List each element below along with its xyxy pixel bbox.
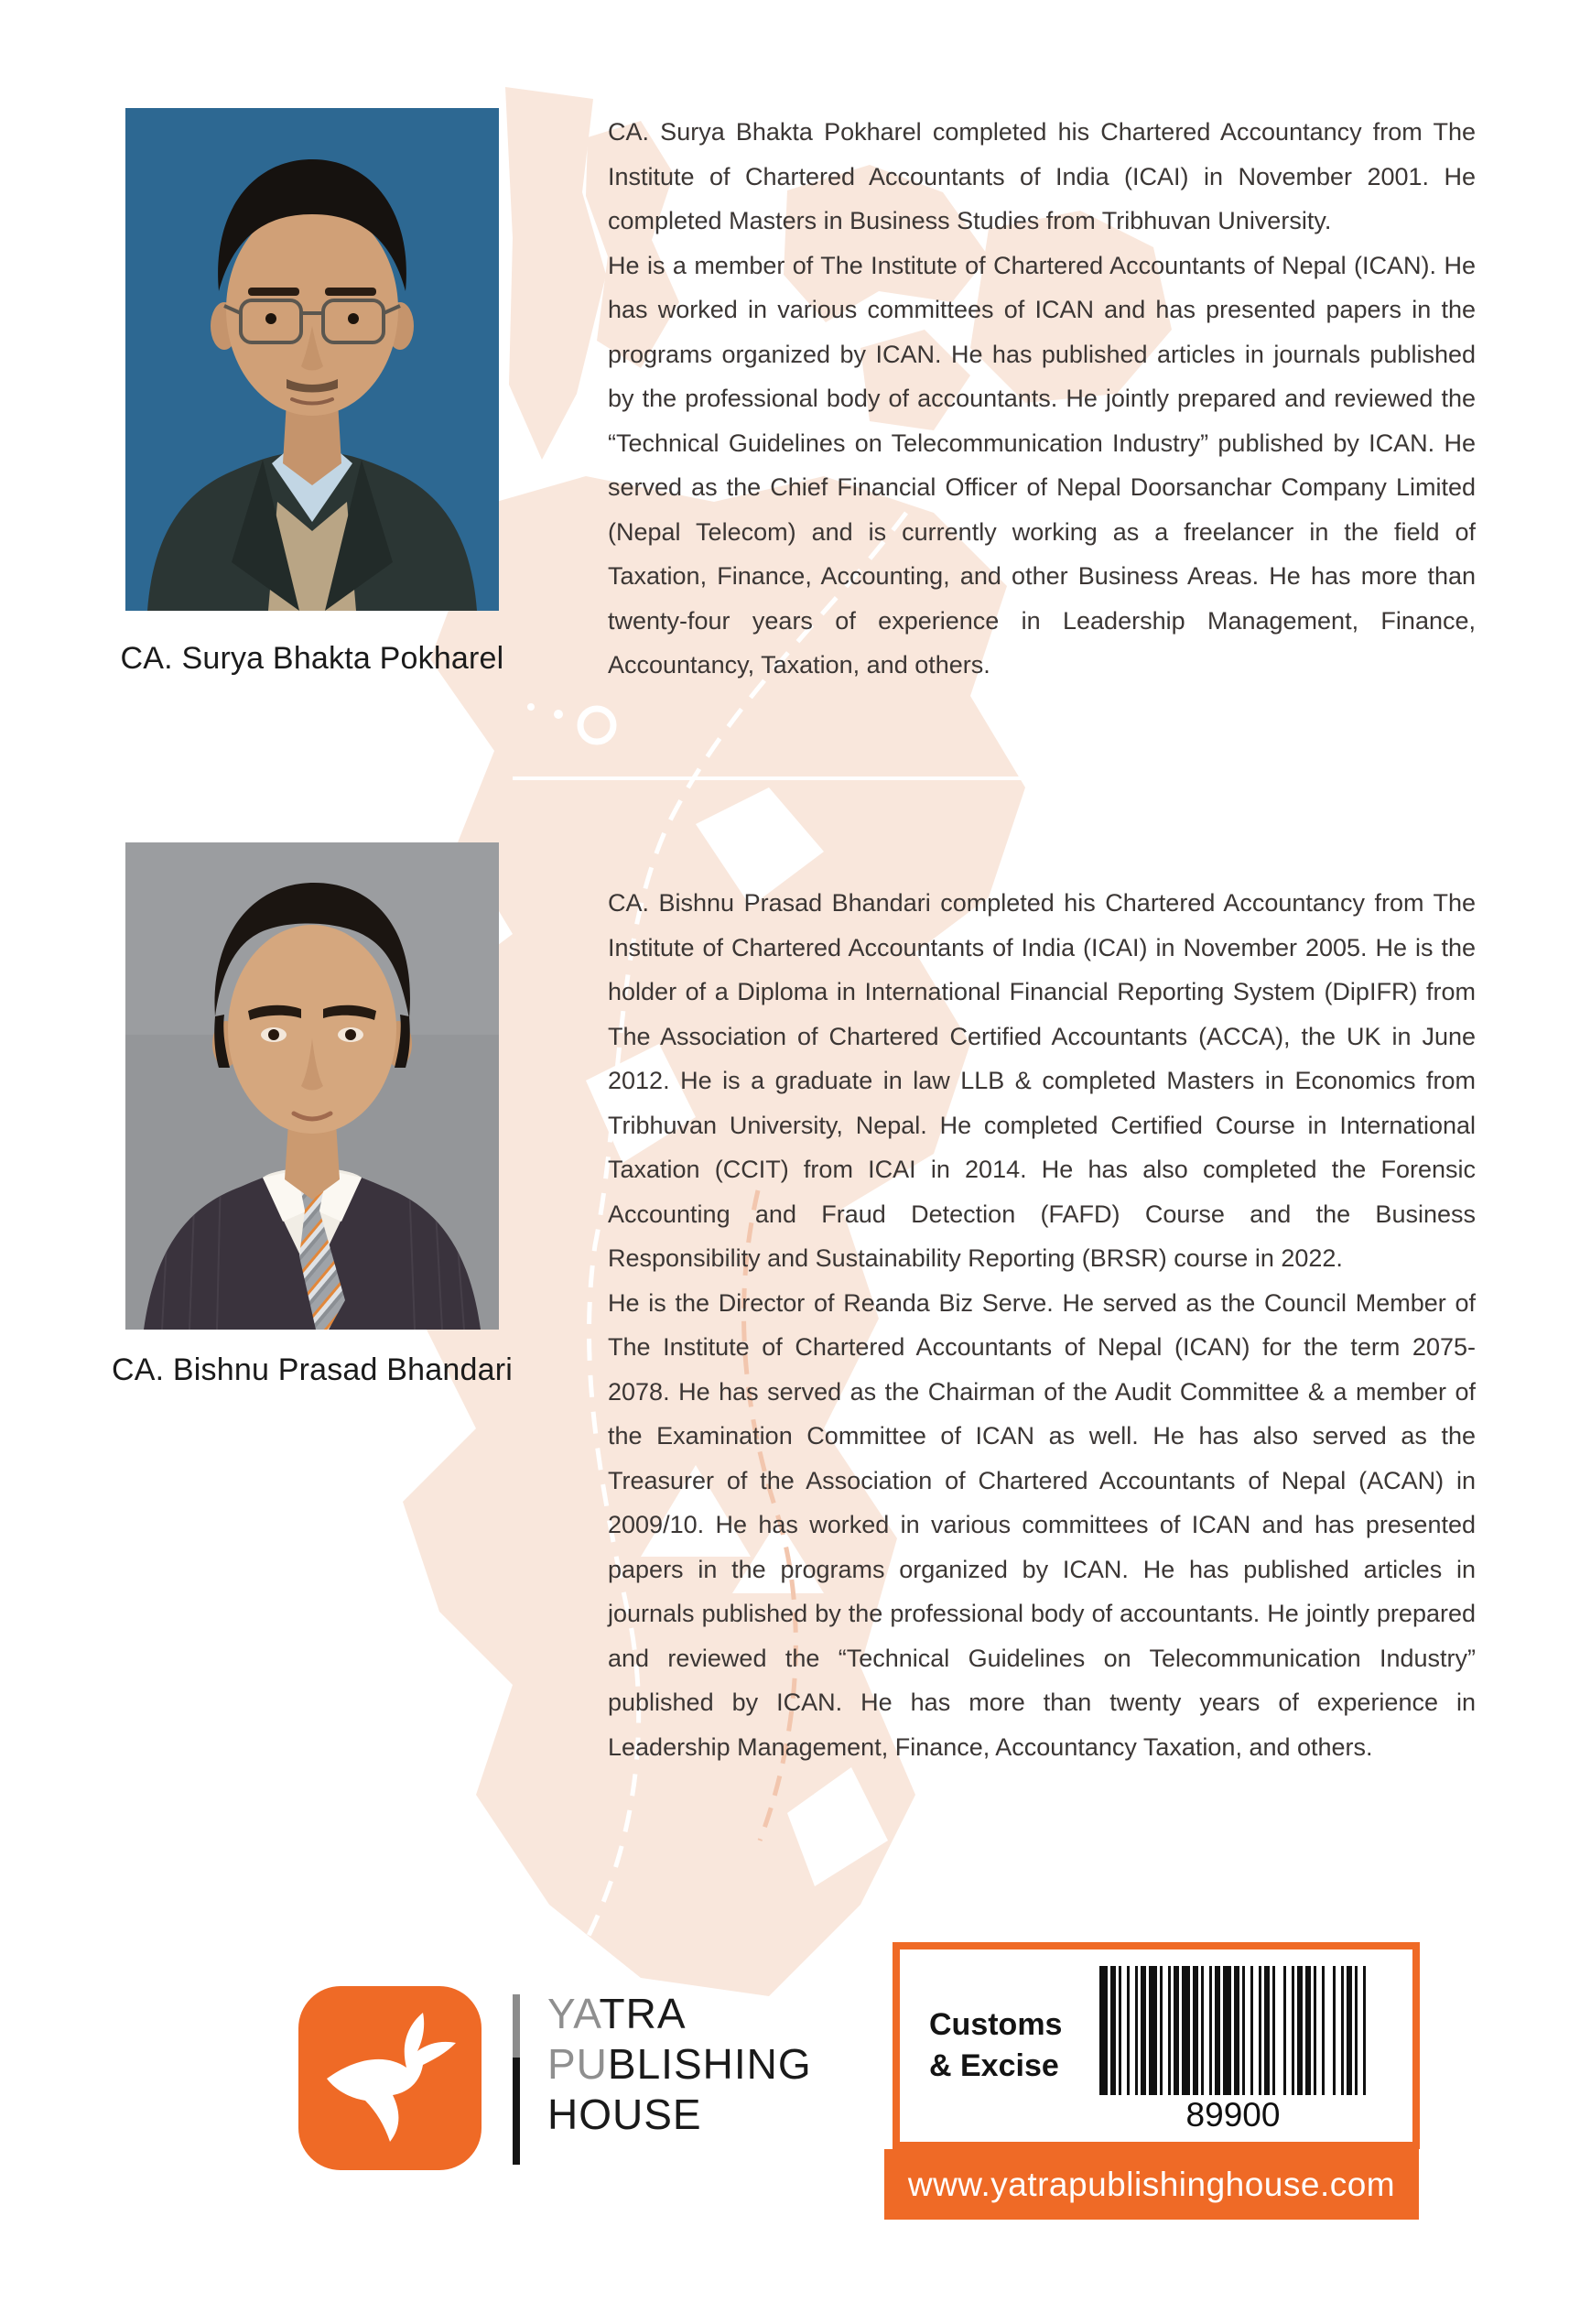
swallow-bird-icon xyxy=(321,2010,459,2147)
author-bio xyxy=(608,881,1476,1769)
customs-barcode-box xyxy=(893,1942,1420,2149)
author-photo-surya xyxy=(125,108,499,611)
publisher-website-url: www.yatrapublishinghouse.com xyxy=(907,2165,1396,2203)
barcode-bars xyxy=(1099,1966,1367,2095)
publisher-website-banner xyxy=(884,2149,1419,2220)
author-name-caption: CA. Bishnu Prasad Bhandari xyxy=(111,1352,513,1387)
bio-paragraph: CA. Surya Bhakta Pokharel completed his Chartered Accountancy from The Institute of Chartered Accountants of India (ICAI) in November 2001. He completed Masters in Business Studies from Tribhuvan University. xyxy=(608,118,1476,234)
barcode-number: 89900 xyxy=(1185,2096,1281,2134)
publisher-name-line: HOUSE xyxy=(547,2091,702,2138)
portrait-illustration-bishnu xyxy=(125,842,499,1330)
publisher-logo xyxy=(298,1986,482,2170)
portrait-illustration-surya xyxy=(125,108,499,611)
author-bio xyxy=(608,110,1476,688)
author-name-caption: CA. Surya Bhakta Pokharel xyxy=(120,641,504,676)
customs-label: Customs & Excise xyxy=(929,2007,1063,2083)
publisher-name xyxy=(547,1989,812,2140)
logo-divider-bar xyxy=(513,1994,520,2165)
publisher-name-line: PUBLISHING xyxy=(547,2040,812,2088)
publisher-name-line: YATRA xyxy=(547,1990,687,2037)
author-photo-bishnu xyxy=(125,842,499,1330)
bio-paragraph: He is the Director of Reanda Biz Serve. He served as the Council Member of The Institute of Chartered Accountants of Nepal (ICAN) for the term 2075-2078. He has served as the Chairman of the Audit Committee & a member of the Examination Committee of ICAN as well. He has also served as the Treasurer of the Association of Chartered Accountants of Nepal (ACAN) in 2009/10. He has worked in various committees of ICAN and has presented papers in the programs organized by ICAN. He has published articles in journals published by the professional body of accountants. He jointly prepared and reviewed the “Technical Guidelines on Telecommunication Industry” published by ICAN. He has more than twenty years of experience in Leadership Management, Finance, Accountancy Taxation, and others. xyxy=(608,1288,1476,1761)
bio-paragraph: CA. Bishnu Prasad Bhandari completed his Chartered Accountancy from The Institute of Chartered Accountants of India (ICAI) in November 2005. He is the holder of a Diploma in International Financial Reporting System (DipIFR) from The Association of Chartered Certified Accountants (ACCA), the UK in June 2012. He is a graduate in law LLB & completed Masters in Economics from Tribhuvan University, Nepal. He completed Certified Course in International Taxation (CCIT) from ICAI in 2014. He has also completed the Forensic Accounting and Fraud Detection (FAFD) Course and the Business Responsibility and Sustainability Reporting (BRSR) course in 2022. xyxy=(608,889,1476,1272)
bio-paragraph: He is a member of The Institute of Chartered Accountants of Nepal (ICAN). He has worked in various committees of ICAN and has presented papers in the programs organized by ICAN. He has published articles in journals published by the professional body of accountants. He jointly prepared and reviewed the “Technical Guidelines on Telecommunication Industry” published by ICAN. He served as the Chief Financial Officer of Nepal Doorsanchar Company Limited (Nepal Telecom) and is currently working as a freelancer in the field of Taxation, Finance, Accounting, and other Business Areas. He has more than twenty-four years of experience in Leadership Management, Finance, Accountancy, Taxation, and others. xyxy=(608,251,1476,679)
